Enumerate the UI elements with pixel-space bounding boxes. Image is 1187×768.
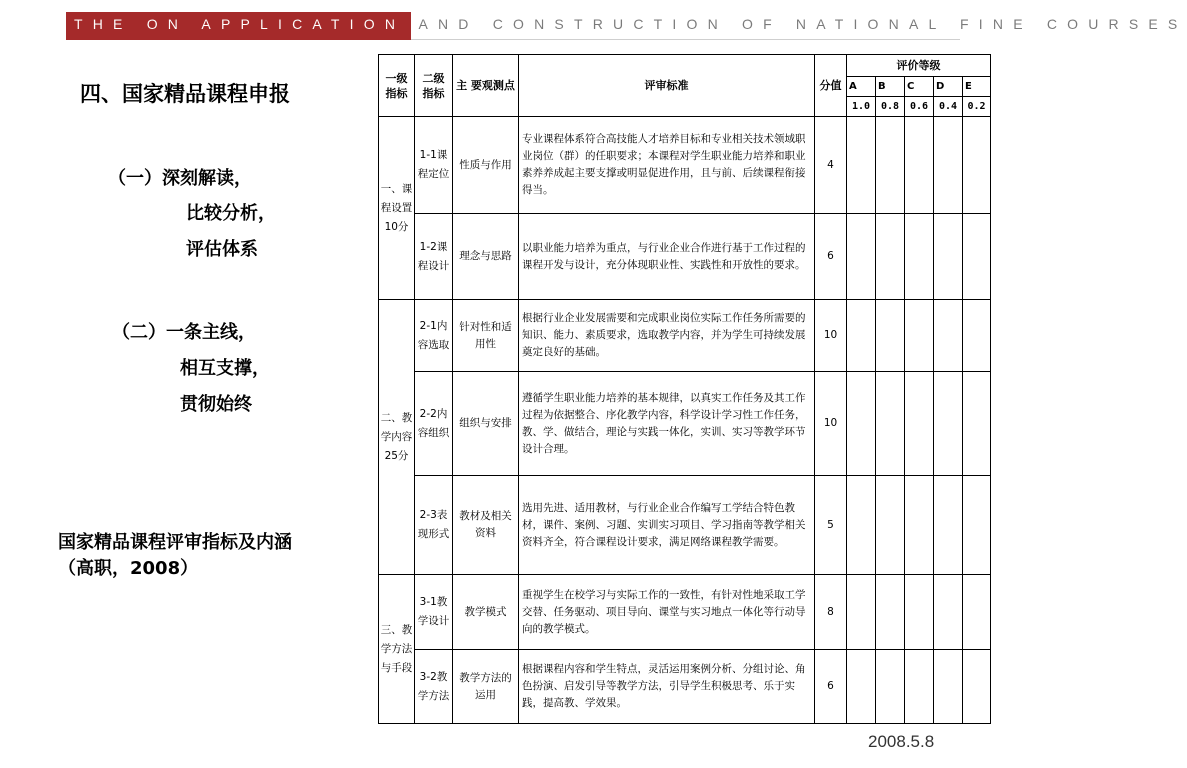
grade-cell (847, 214, 876, 300)
header-banner (66, 12, 1187, 40)
observation-cell: 性质与作用 (453, 117, 519, 214)
footer-date: 2008.5.8 (868, 732, 935, 751)
header-score: 分值 (815, 55, 847, 117)
grade-cell (934, 575, 963, 650)
table-row (379, 117, 991, 214)
group-level1-cell: 一、课程设置10分 (379, 117, 415, 300)
grade-cell (905, 300, 934, 372)
criteria-cell: 专业课程体系符合高技能人才培养目标和专业相关技术领域职业岗位（群）的任职要求；本课程对学生职业能力培养和职业素养养成起主要支撑或明显促进作用，且与前、后续课程衔接得当。 (519, 117, 815, 214)
grade-value-b: 0.8 (876, 97, 905, 117)
level2-cell: 3-2教学方法 (415, 650, 453, 724)
page-heading: 四、国家精品课程申报 (80, 82, 290, 106)
grade-cell (847, 300, 876, 372)
grade-cell (876, 575, 905, 650)
grade-label-a: A (847, 77, 876, 97)
header-level2: 二级指标 (415, 55, 453, 117)
header-level1: 一级指标 (379, 55, 415, 117)
grade-cell (963, 300, 991, 372)
score-cell: 6 (815, 650, 847, 724)
criteria-cell: 选用先进、适用教材，与行业企业合作编写工学结合特色教材，课件、案例、习题、实训实习项目、学习指南等教学相关资料齐全，符合课程设计要求，满足网络课程教学需要。 (519, 476, 815, 575)
criteria-cell: 重视学生在校学习与实际工作的一致性，有针对性地采取工学交替、任务驱动、项目导向、课堂与实习地点一体化等行动导向的教学模式。 (519, 575, 815, 650)
grade-cell (934, 476, 963, 575)
grade-cell (934, 650, 963, 724)
grade-value-d: 0.4 (934, 97, 963, 117)
observation-cell: 教材及相关资料 (453, 476, 519, 575)
grade-cell (934, 117, 963, 214)
grade-cell (905, 117, 934, 214)
score-cell: 10 (815, 300, 847, 372)
score-cell: 4 (815, 117, 847, 214)
grade-cell (847, 117, 876, 214)
grade-cell (847, 476, 876, 575)
observation-cell: 针对性和适用性 (453, 300, 519, 372)
observation-cell: 组织与安排 (453, 372, 519, 476)
grade-cell (905, 372, 934, 476)
grade-label-d: D (934, 77, 963, 97)
grade-cell (876, 372, 905, 476)
level2-cell: 2-2内容组织 (415, 372, 453, 476)
table-row (379, 300, 991, 372)
section1-line3: 评估体系 (186, 239, 258, 260)
grade-cell (905, 575, 934, 650)
criteria-cell: 以职业能力培养为重点，与行业企业合作进行基于工作过程的课程开发与设计，充分体现职业性、实践性和开放性的要求。 (519, 214, 815, 300)
observation-cell: 教学模式 (453, 575, 519, 650)
grade-cell (905, 650, 934, 724)
criteria-cell: 遵循学生职业能力培养的基本规律，以真实工作任务及其工作过程为依据整合、序化教学内容，科学设计学习性工作任务，教、学、做结合，理论与实践一体化，实训、实习等教学环节设计合理。 (519, 372, 815, 476)
grade-cell (847, 372, 876, 476)
criteria-cell: 根据课程内容和学生特点，灵活运用案例分析、分组讨论、角色扮演、启发引导等教学方法，引导学生积极思考、乐于实践，提高教、学效果。 (519, 650, 815, 724)
grade-cell (963, 214, 991, 300)
level2-cell: 2-1内容选取 (415, 300, 453, 372)
header-criteria: 评审标准 (519, 55, 815, 117)
grade-cell (934, 372, 963, 476)
grade-cell (876, 117, 905, 214)
grade-cell (876, 650, 905, 724)
level2-cell: 1-1课程定位 (415, 117, 453, 214)
table-row (379, 214, 991, 300)
table-row (379, 650, 991, 724)
header-grade-group: 评价等级 (847, 55, 991, 77)
level2-cell: 2-3表现形式 (415, 476, 453, 575)
grade-cell (847, 575, 876, 650)
group-level1-cell: 三、教学方法与手段 (379, 575, 415, 724)
grade-cell (905, 476, 934, 575)
caption-line1: 国家精品课程评审指标及内涵 (58, 532, 292, 553)
grade-cell (963, 372, 991, 476)
section2-line2: 相互支撑， (180, 358, 270, 379)
caption-line2: （高职，2008） (58, 558, 199, 579)
grade-value-e: 0.2 (963, 97, 991, 117)
header-observation: 主 要观测点 (453, 55, 519, 117)
grade-cell (934, 214, 963, 300)
grade-cell (963, 476, 991, 575)
section1-line2: 比较分析， (186, 203, 276, 224)
table-row (379, 476, 991, 575)
grade-cell (934, 300, 963, 372)
grade-value-a: 1.0 (847, 97, 876, 117)
banner-rule (411, 39, 960, 40)
section2-line3: 贯彻始终 (180, 394, 252, 415)
grade-label-c: C (905, 77, 934, 97)
level2-cell: 1-2课程设计 (415, 214, 453, 300)
grade-cell (963, 575, 991, 650)
grade-cell (963, 117, 991, 214)
banner-title: THE ON APPLICATION AND CONSTRUCTION OF NATIONAL FINE COURSES (74, 16, 1187, 32)
grade-label-e: E (963, 77, 991, 97)
section1-line1: （一）深刻解读， (108, 168, 252, 189)
grade-label-b: B (876, 77, 905, 97)
criteria-cell: 根据行业企业发展需要和完成职业岗位实际工作任务所需要的知识、能力、素质要求，选取教学内容，并为学生可持续发展奠定良好的基础。 (519, 300, 815, 372)
grade-cell (905, 214, 934, 300)
evaluation-table (378, 54, 991, 724)
score-cell: 5 (815, 476, 847, 575)
group-level1-cell: 二、教学内容25分 (379, 300, 415, 575)
table-row (379, 575, 991, 650)
table-caption (58, 530, 292, 582)
observation-cell: 理念与思路 (453, 214, 519, 300)
grade-value-c: 0.6 (905, 97, 934, 117)
level2-cell: 3-1教学设计 (415, 575, 453, 650)
score-cell: 10 (815, 372, 847, 476)
score-cell: 6 (815, 214, 847, 300)
grade-cell (876, 214, 905, 300)
grade-cell (847, 650, 876, 724)
score-cell: 8 (815, 575, 847, 650)
observation-cell: 教学方法的运用 (453, 650, 519, 724)
grade-cell (876, 300, 905, 372)
table-row (379, 372, 991, 476)
grade-cell (963, 650, 991, 724)
section2-line1: （二）一条主线， (112, 322, 256, 343)
grade-cell (876, 476, 905, 575)
